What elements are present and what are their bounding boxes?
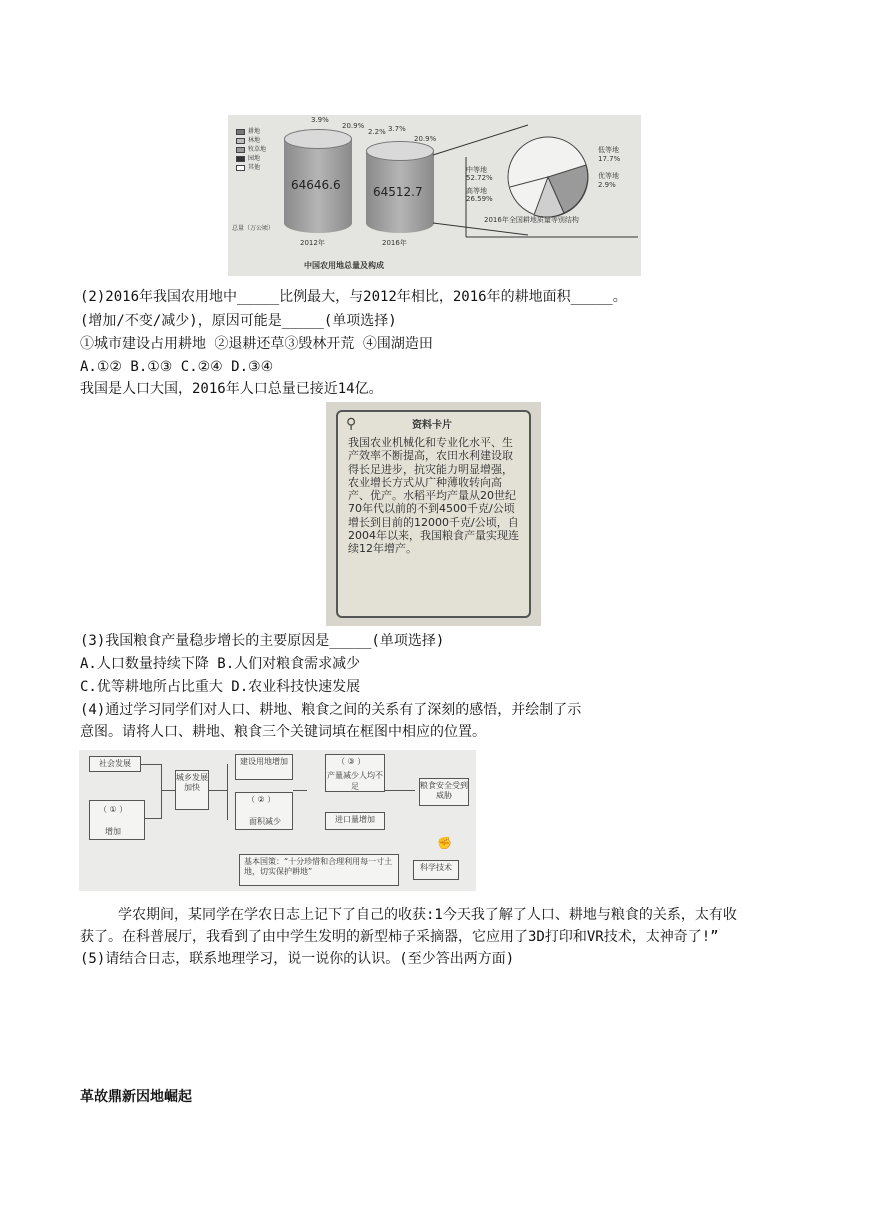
info-card-figure	[326, 402, 541, 626]
info-card-title: 资料卡片	[412, 420, 452, 431]
policy-box: 基本国策：“十分珍惜和合理利用每一寸土地，切实保护耕地”	[239, 854, 399, 886]
figure-title: 中国农用地总量及构成	[304, 261, 384, 270]
q3-choices: A.人口数量持续下降 B.人们对粮食需求减少	[80, 656, 361, 672]
q3-line: (3)我国粮食产量稳步增长的主要原因是_____(单项选择)	[80, 633, 445, 649]
unit-label: 总量（万公顷）	[232, 225, 275, 232]
legend-label: 耕地	[248, 128, 261, 135]
pie-value: 17.7%	[598, 155, 621, 163]
section-heading: 革故鼎新因地崛起	[80, 1089, 192, 1105]
increase-label: 增加	[105, 827, 121, 836]
q5-line: (5)请结合日志，联系地理学习，说一说你的认识。(至少答出两方面)	[80, 951, 515, 967]
technology-box: 科学技术	[413, 860, 459, 880]
total-2016: 64512.7	[373, 185, 423, 199]
pie-value: 26.59%	[466, 195, 493, 203]
area-reduce-label: 面积减少	[249, 817, 281, 826]
q2-line: (增加/不变/减少)，原因可能是_____(单项选择)	[80, 313, 397, 329]
pie-label: 高等地	[466, 187, 487, 195]
pie-label: 中等地	[466, 166, 487, 174]
yield-label: 产量减少人均不足	[327, 771, 383, 791]
q3-choices: C.优等耕地所占比重大 D.农业科技快速发展	[80, 679, 361, 695]
info-card-body: 我国农业机械化和专业化水平、生产效率不断提高，农田水利建设取得长足进步，抗灾能力明显增强，农业增长方式从广种薄收转向高产、优产。水稻平均产量从20世纪70年代以前的不到4500千克/公顷增长到目前的12000千克/公顷，自2004年以来，我国粮食产量实现连续12年增产。	[348, 436, 519, 556]
year-label: 2016年	[382, 239, 407, 247]
diary-line: 学农期间，某同学在学农日志上记下了自己的收获:1今天我了解了人口、耕地与粮食的关系，太有收	[118, 907, 737, 923]
social-development-box: 社会发展	[89, 756, 141, 772]
legend-label: 牧草地	[248, 146, 267, 153]
slot-3: （ ③ ）	[337, 757, 366, 766]
pie-label: 低等地	[598, 146, 619, 154]
pct-label: 3.7%	[388, 125, 406, 133]
construction-land-box: 建设用地增加	[235, 754, 293, 780]
connector-and-pie	[228, 115, 641, 276]
total-2012: 64646.6	[291, 178, 341, 192]
q4-line: (4)通过学习同学们对人口、耕地、粮食之间的关系有了深刻的感悟，并绘制了示	[80, 702, 582, 718]
pct-label: 20.9%	[414, 135, 437, 143]
pie-value: 52.72%	[466, 174, 493, 182]
pct-label: 3.9%	[311, 116, 329, 124]
q2-choices: A.①② B.①③ C.②④ D.③④	[80, 359, 274, 375]
food-security-box: 粮食安全受到威胁	[419, 778, 469, 806]
q4-line: 意图。请将人口、耕地、粮食三个关键词填在框图中相应的位置。	[80, 724, 486, 740]
q2-line: (2)2016年我国农用地中_____比例最大，与2012年相比，2016年的耕地面积_____。	[80, 289, 627, 305]
fist-icon: ✊	[437, 836, 452, 850]
urban-development-box: 城乡发展加快	[175, 770, 209, 810]
pie-label: 优等地	[598, 172, 619, 180]
magnifier-icon: ⚲	[346, 416, 357, 432]
diary-line: 获了。在科普展厅，我看到了由中学生发明的新型柿子采摘器，它应用了3D打印和VR技术，太神奇了!”	[80, 929, 719, 945]
population-note: 我国是人口大国，2016年人口总量已接近14亿。	[80, 381, 383, 397]
year-label: 2012年	[300, 239, 325, 247]
legend-label: 林地	[248, 137, 261, 144]
slot-2: （ ② ）	[247, 795, 276, 804]
pie-value: 2.9%	[598, 181, 616, 189]
pct-label: 2.2%	[368, 128, 386, 136]
import-box: 进口量增加	[325, 812, 385, 830]
pie-caption: 2016年全国耕地质量等别结构	[484, 216, 579, 224]
flow-diagram	[79, 750, 476, 891]
slot-1: （ ① ）	[99, 805, 128, 814]
q2-options: ①城市建设占用耕地 ②退耕还草③毁林开荒 ④围湖造田	[80, 336, 433, 352]
legend-label: 其他	[248, 164, 261, 171]
legend-label: 园地	[248, 155, 261, 162]
pct-label: 20.9%	[342, 122, 365, 130]
land-structure-figure	[228, 115, 641, 276]
